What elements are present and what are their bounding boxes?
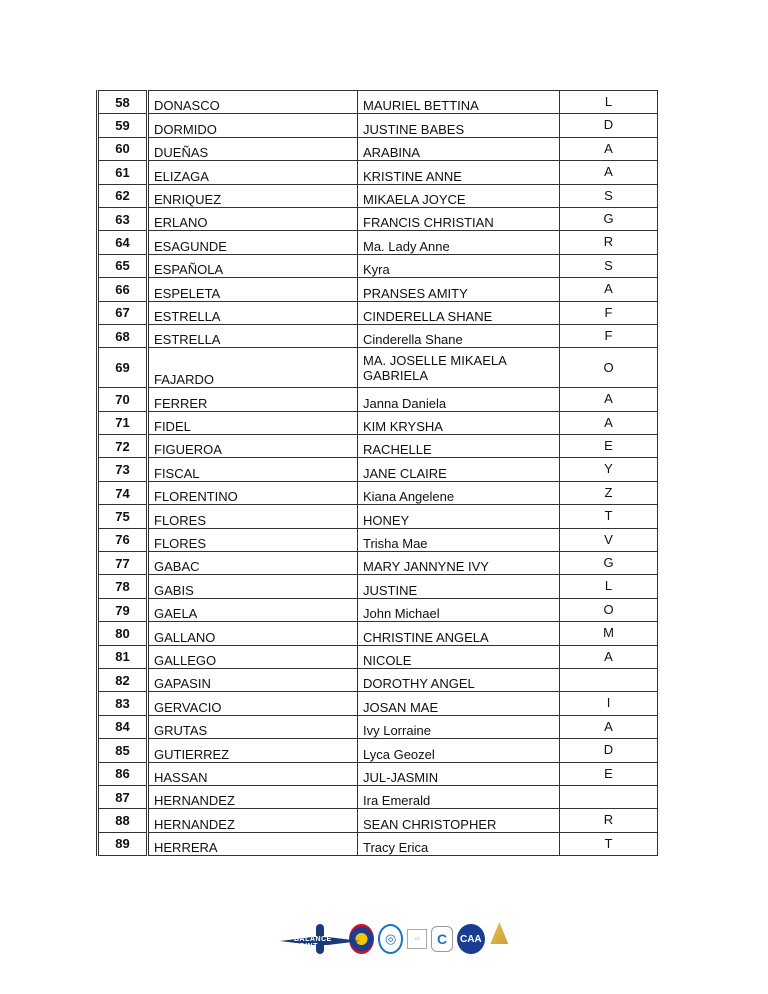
row-number: 65: [98, 254, 148, 277]
group-letter-cell: G: [560, 207, 658, 230]
table-row: [98, 184, 658, 207]
row-number: 67: [98, 301, 148, 324]
table-row: [98, 505, 658, 528]
group-letter-cell: R: [560, 809, 658, 832]
table-row: [98, 348, 658, 388]
group-letter-cell: A: [560, 411, 658, 434]
a-logo: ◎: [378, 924, 403, 954]
last-name-cell: GABIS: [148, 575, 358, 598]
last-name-cell: GAPASIN: [148, 668, 358, 691]
last-name-cell: GALLEGO: [148, 645, 358, 668]
group-letter-cell: A: [560, 715, 658, 738]
group-letter-cell: R: [560, 231, 658, 254]
table-row: [98, 832, 658, 855]
last-name-cell: ESPELETA: [148, 278, 358, 301]
first-name-cell: Lyca Geozel: [358, 739, 560, 762]
first-name-cell: Kiana Angelene: [358, 481, 560, 504]
badge-logo: ▭: [407, 929, 427, 949]
last-name-cell: GUTIERREZ: [148, 739, 358, 762]
table-row: [98, 114, 658, 137]
last-name-cell: ENRIQUEZ: [148, 184, 358, 207]
table-row: [98, 552, 658, 575]
last-name-cell: DONASCO: [148, 91, 358, 114]
table-row: [98, 692, 658, 715]
first-name-cell: John Michael: [358, 598, 560, 621]
last-name-cell: GALLANO: [148, 622, 358, 645]
group-letter-cell: O: [560, 598, 658, 621]
last-name-cell: FIDEL: [148, 411, 358, 434]
first-name-cell: SEAN CHRISTOPHER: [358, 809, 560, 832]
group-letter-cell: F: [560, 324, 658, 347]
first-name-cell: Ivy Lorraine: [358, 715, 560, 738]
group-letter-cell: A: [560, 161, 658, 184]
last-name-cell: FAJARDO: [148, 348, 358, 388]
group-letter-cell: L: [560, 575, 658, 598]
last-name-cell: ESTRELLA: [148, 324, 358, 347]
last-name-cell: ESAGUNDE: [148, 231, 358, 254]
first-name-cell: JUL-JASMIN: [358, 762, 560, 785]
group-letter-cell: E: [560, 435, 658, 458]
row-number: 62: [98, 184, 148, 207]
table-row: [98, 324, 658, 347]
first-name-cell: NICOLE: [358, 645, 560, 668]
last-name-cell: ESPAÑOLA: [148, 254, 358, 277]
row-number: 71: [98, 411, 148, 434]
last-name-cell: HASSAN: [148, 762, 358, 785]
first-name-cell: FRANCIS CHRISTIAN: [358, 207, 560, 230]
balance-point-logo: [280, 922, 345, 956]
table-row: [98, 91, 658, 114]
group-letter-cell: D: [560, 739, 658, 762]
last-name-cell: DORMIDO: [148, 114, 358, 137]
group-letter-cell: L: [560, 91, 658, 114]
group-letter-cell: T: [560, 832, 658, 855]
first-name-cell: KRISTINE ANNE: [358, 161, 560, 184]
first-name-cell: Trisha Mae: [358, 528, 560, 551]
row-number: 86: [98, 762, 148, 785]
aligned-mark-icon: [490, 922, 508, 944]
roster-table-body: [98, 91, 658, 856]
table-row: [98, 598, 658, 621]
table-row: [98, 254, 658, 277]
first-name-cell: Tracy Erica: [358, 832, 560, 855]
first-name-cell: ARABINA: [358, 137, 560, 160]
group-letter-cell: M: [560, 622, 658, 645]
first-name-cell: MA. JOSELLE MIKAELA GABRIELA: [358, 348, 560, 388]
first-name-cell: MARY JANNYNE IVY: [358, 552, 560, 575]
seal-logo: [349, 924, 374, 954]
table-row: [98, 231, 658, 254]
first-name-cell: KIM KRYSHA: [358, 411, 560, 434]
table-row: [98, 301, 658, 324]
last-name-cell: DUEÑAS: [148, 137, 358, 160]
group-letter-cell: A: [560, 645, 658, 668]
last-name-cell: FERRER: [148, 388, 358, 411]
first-name-cell: Cinderella Shane: [358, 324, 560, 347]
last-name-cell: GAELA: [148, 598, 358, 621]
row-number: 73: [98, 458, 148, 481]
table-row: [98, 715, 658, 738]
group-letter-cell: Z: [560, 481, 658, 504]
first-name-cell: CINDERELLA SHANE: [358, 301, 560, 324]
table-row: [98, 575, 658, 598]
last-name-cell: FISCAL: [148, 458, 358, 481]
first-name-cell: MAURIEL BETTINA: [358, 91, 560, 114]
balance-point-text: BALANCE POINT: [294, 936, 332, 950]
group-letter-cell: Y: [560, 458, 658, 481]
last-name-cell: FLORES: [148, 528, 358, 551]
row-number: 78: [98, 575, 148, 598]
row-number: 74: [98, 481, 148, 504]
table-row: [98, 137, 658, 160]
group-letter-cell: [560, 785, 658, 808]
group-letter-cell: G: [560, 552, 658, 575]
first-name-cell: RACHELLE: [358, 435, 560, 458]
row-number: 85: [98, 739, 148, 762]
group-letter-cell: O: [560, 348, 658, 388]
row-number: 89: [98, 832, 148, 855]
group-letter-cell: T: [560, 505, 658, 528]
footer-logos: [280, 918, 510, 960]
row-number: 59: [98, 114, 148, 137]
table-row: [98, 785, 658, 808]
first-name-cell: JANE CLAIRE: [358, 458, 560, 481]
row-number: 87: [98, 785, 148, 808]
row-number: 64: [98, 231, 148, 254]
first-name-cell: MIKAELA JOYCE: [358, 184, 560, 207]
group-letter-cell: [560, 668, 658, 691]
row-number: 84: [98, 715, 148, 738]
table-row: [98, 739, 658, 762]
first-name-cell: Ira Emerald: [358, 785, 560, 808]
row-number: 68: [98, 324, 148, 347]
group-letter-cell: D: [560, 114, 658, 137]
group-letter-cell: S: [560, 254, 658, 277]
table-row: [98, 458, 658, 481]
first-name-cell: JUSTINE BABES: [358, 114, 560, 137]
table-row: [98, 809, 658, 832]
row-number: 63: [98, 207, 148, 230]
last-name-cell: FLORES: [148, 505, 358, 528]
table-row: [98, 435, 658, 458]
first-name-cell: JOSAN MAE: [358, 692, 560, 715]
group-letter-cell: V: [560, 528, 658, 551]
row-number: 66: [98, 278, 148, 301]
row-number: 79: [98, 598, 148, 621]
last-name-cell: ESTRELLA: [148, 301, 358, 324]
row-number: 82: [98, 668, 148, 691]
last-name-cell: ELIZAGA: [148, 161, 358, 184]
c-logo: C: [431, 926, 453, 952]
first-name-cell: Janna Daniela: [358, 388, 560, 411]
row-number: 72: [98, 435, 148, 458]
last-name-cell: HERNANDEZ: [148, 809, 358, 832]
roster-table-container: [96, 90, 656, 856]
table-row: [98, 388, 658, 411]
row-number: 69: [98, 348, 148, 388]
row-number: 61: [98, 161, 148, 184]
first-name-cell: Kyra: [358, 254, 560, 277]
table-row: [98, 645, 658, 668]
caa-logo: CAA: [457, 924, 485, 954]
first-name-cell: PRANSES AMITY: [358, 278, 560, 301]
group-letter-cell: A: [560, 388, 658, 411]
group-letter-cell: I: [560, 692, 658, 715]
last-name-cell: HERNANDEZ: [148, 785, 358, 808]
row-number: 88: [98, 809, 148, 832]
first-name-cell: JUSTINE: [358, 575, 560, 598]
table-row: [98, 528, 658, 551]
last-name-cell: FIGUEROA: [148, 435, 358, 458]
row-number: 83: [98, 692, 148, 715]
row-number: 75: [98, 505, 148, 528]
table-row: [98, 207, 658, 230]
aligned-logo: [489, 922, 510, 956]
row-number: 81: [98, 645, 148, 668]
row-number: 80: [98, 622, 148, 645]
last-name-cell: HERRERA: [148, 832, 358, 855]
group-letter-cell: A: [560, 278, 658, 301]
roster-table: [96, 90, 658, 856]
table-row: [98, 622, 658, 645]
row-number: 60: [98, 137, 148, 160]
group-letter-cell: S: [560, 184, 658, 207]
group-letter-cell: A: [560, 137, 658, 160]
last-name-cell: ERLANO: [148, 207, 358, 230]
first-name-cell: DOROTHY ANGEL: [358, 668, 560, 691]
first-name-cell: HONEY: [358, 505, 560, 528]
table-row: [98, 161, 658, 184]
group-letter-cell: E: [560, 762, 658, 785]
row-number: 70: [98, 388, 148, 411]
last-name-cell: GABAC: [148, 552, 358, 575]
table-row: [98, 411, 658, 434]
table-row: [98, 762, 658, 785]
first-name-cell: Ma. Lady Anne: [358, 231, 560, 254]
last-name-cell: FLORENTINO: [148, 481, 358, 504]
table-row: [98, 481, 658, 504]
row-number: 76: [98, 528, 148, 551]
first-name-cell: CHRISTINE ANGELA: [358, 622, 560, 645]
table-row: [98, 278, 658, 301]
group-letter-cell: F: [560, 301, 658, 324]
row-number: 77: [98, 552, 148, 575]
last-name-cell: GRUTAS: [148, 715, 358, 738]
table-row: [98, 668, 658, 691]
last-name-cell: GERVACIO: [148, 692, 358, 715]
row-number: 58: [98, 91, 148, 114]
